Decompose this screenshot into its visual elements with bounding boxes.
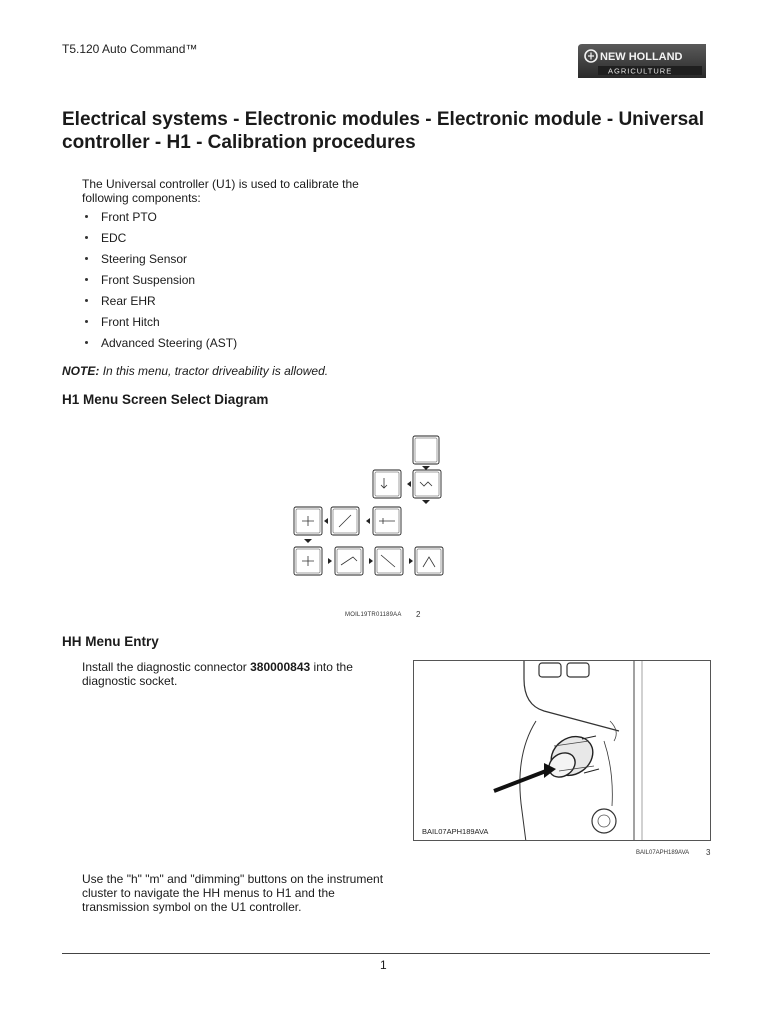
list-item-label: Front Hitch	[101, 315, 160, 329]
list-item	[82, 294, 237, 315]
list-item-label: Front Suspension	[101, 273, 196, 287]
figure-number: 2	[416, 610, 421, 619]
list-item	[82, 315, 237, 336]
bullet-icon	[85, 341, 88, 344]
diagnostic-socket-photo	[413, 660, 711, 841]
note-label: NOTE:	[62, 364, 100, 378]
list-item	[82, 210, 237, 231]
page-title: Electrical systems - Electronic modules - Electronic module - Universal controller - H1 - Calibration procedures	[62, 109, 705, 153]
note-text: In this menu, tractor driveability is allowed.	[102, 364, 329, 378]
page-number: 1	[380, 958, 387, 972]
connector-icon	[544, 729, 601, 784]
entry-heading: HH Menu Entry	[62, 634, 159, 649]
figure-code: MOIL19TR01189AA	[345, 612, 402, 618]
model-name: T5.120 Auto Command™	[62, 42, 198, 56]
install-instruction	[82, 660, 392, 688]
photo-code: BAIL07APH189AVA	[422, 827, 489, 836]
install-text-before: Install the diagnostic connector	[82, 660, 251, 674]
arrow-icon	[304, 466, 430, 564]
logo-brand-text: NEW HOLLAND	[600, 51, 683, 63]
socket-illustration	[414, 661, 711, 841]
list-item-label: Advanced Steering (AST)	[101, 336, 238, 350]
bullet-icon	[85, 215, 88, 218]
install-text-after: into the diagnostic socket.	[82, 660, 353, 688]
list-item-label: EDC	[101, 231, 127, 245]
list-item	[82, 252, 237, 273]
intro-text: The Universal controller (U1) is used to calibrate the following components:	[82, 177, 359, 205]
bullet-icon	[85, 299, 88, 302]
component-list	[82, 210, 237, 357]
part-number: 380000843	[250, 660, 311, 674]
logo-sub-text: AGRICULTURE	[608, 66, 673, 76]
footer-divider	[62, 953, 710, 954]
list-item	[82, 336, 237, 357]
list-item	[82, 273, 237, 294]
diagram-screen	[294, 436, 443, 575]
note	[62, 364, 328, 378]
bullet-icon	[85, 257, 88, 260]
bullet-icon	[85, 236, 88, 239]
figure-code: BAIL07APH189AVA	[636, 850, 690, 856]
list-item-label: Front PTO	[101, 210, 157, 224]
figure-number: 3	[706, 848, 711, 857]
new-holland-logo	[578, 44, 706, 78]
menu-screen-diagram	[290, 430, 450, 582]
navigate-instruction: Use the "h" "m" and "dimming" buttons on the instrument cluster to navigate the HH menus to H1 and the transmission symbol on the U1 controller.	[82, 872, 384, 914]
list-item	[82, 231, 237, 252]
bullet-icon	[85, 320, 88, 323]
list-item-label: Rear EHR	[101, 294, 156, 308]
diagram-heading: H1 Menu Screen Select Diagram	[62, 392, 269, 407]
bullet-icon	[85, 278, 88, 281]
list-item-label: Steering Sensor	[101, 252, 188, 266]
